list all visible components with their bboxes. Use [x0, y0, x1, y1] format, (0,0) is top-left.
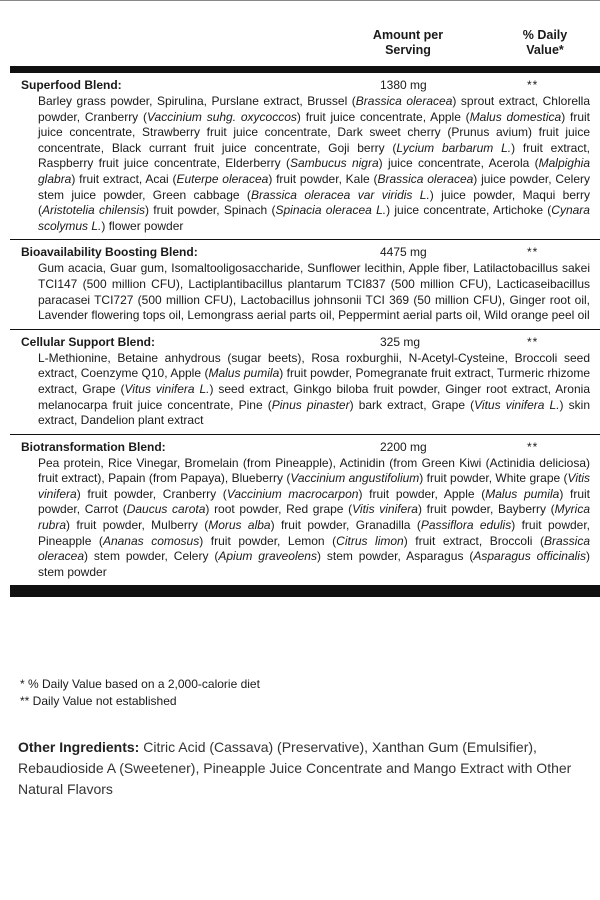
ingredient-text: ) seed extract, Ginkgo biloba fruit powder, Ginger root extract, Aronia melanocarpa fruit juice concentrate, Pine (: [38, 381, 590, 412]
ingredient-text: Gum acacia, Guar gum, Isomaltooligosaccharide, Sunflower lecithin, Apple fiber, Latilactobacillus sakei TCI147 (500 million CFU), Lactiplantibacillus plantarum TCI837 (500 million CFU), Lacticaseibacillus paracasei TCI727 (500 million CFU), Lactobacillus johnsonii TCI 369 (50 million CFU), Ginger root oil, Lavender flowering tops oil, Lemongrass aerial parts oil, Peppermint aerial parts oil, Wild orange peel oil: [38, 261, 590, 323]
daily-value-footnote: * % Daily Value based on a 2,000-calorie diet: [20, 677, 260, 691]
ingredient-text: ) juice powder, Celery stem juice powder, Green cabbage (: [38, 171, 590, 202]
blend-name: Cellular Support Blend:: [21, 334, 156, 349]
daily-value-heading: % Daily Value*: [522, 28, 568, 57]
ingredient-text: ) fruit extract, Broccoli (: [403, 533, 544, 548]
species-name: Lycium barbarum L.: [396, 140, 512, 155]
species-name: Daucus carota: [126, 502, 206, 517]
species-name: Brassica oleracea: [355, 94, 453, 108]
ingredient-text: ) fruit powder, Lemon (: [199, 533, 337, 548]
species-name: Ananas comosus: [102, 533, 200, 548]
species-name: Vitis vinifera: [38, 471, 590, 501]
species-name: Vitus vinifera L.: [474, 397, 560, 412]
blend-daily-value: **: [527, 334, 539, 349]
species-name: Pinus pinaster: [271, 397, 350, 412]
ingredient-text: ) bark extract, Grape (: [349, 397, 475, 412]
species-name: Aristotelia chilensis: [42, 203, 145, 218]
species-name: Myrica rubra: [38, 502, 590, 533]
species-name: Spinacia oleracea L.: [275, 203, 387, 218]
ingredient-text: ) juice powder, Maqui berry (: [38, 187, 590, 218]
blend-ingredients: [21, 456, 590, 581]
blend-row: [10, 73, 600, 240]
blend-row: [10, 330, 600, 435]
species-name: Vitus vinifera L.: [124, 381, 210, 396]
ingredient-text: ) fruit powder, Granadilla (: [270, 518, 421, 533]
ingredient-text: ) stem powder, Celery (: [84, 549, 219, 564]
species-name: Brassica oleracea var viridis L.: [250, 187, 430, 202]
blend-name: Superfood Blend:: [21, 78, 122, 92]
panel-header: [10, 8, 600, 73]
blend-ingredients: [21, 94, 590, 234]
amount-per-serving-heading: Amount per Serving: [372, 28, 444, 57]
ingredient-text: ) fruit juice concentrate, Strawberry fruit juice concentrate, Dark sweet cherry (Prunus avium) fruit juice concentrate, Black currant fruit juice concentrate, Goji berry (: [38, 109, 591, 155]
ingredient-text: ) fruit powder, Apple (: [358, 486, 486, 501]
ingredient-text: ) fruit powder, Bayberry (: [417, 502, 555, 517]
species-name: Apium graveolens: [218, 549, 317, 564]
species-name: Vitis vinifera: [352, 502, 418, 517]
species-name: Asparagus officinalis: [473, 549, 586, 564]
species-name: Vaccinium suhg. oxycoccos: [147, 109, 297, 124]
blend-ingredients: [21, 261, 590, 323]
supplement-facts-panel: [10, 8, 600, 597]
species-name: Vaccinium macrocarpon: [226, 486, 359, 501]
species-name: Sambucus nigra: [289, 156, 379, 171]
blend-name: Biotransformation Blend:: [21, 439, 166, 454]
ingredient-text: ) fruit juice concentrate, Apple (: [296, 109, 470, 124]
ingredient-text: ) fruit powder, Spinach (: [144, 203, 276, 218]
ingredient-text: ) stem powder, Asparagus (: [316, 549, 474, 564]
other-ingredients: [18, 737, 586, 800]
blend-amount: 325 mg: [380, 334, 421, 349]
species-name: Malus pumila: [485, 486, 560, 501]
ingredient-text: ) fruit powder, Cranberry (: [76, 486, 227, 501]
species-name: Citrus limon: [336, 533, 404, 548]
ingredient-text: ) fruit extract, Acai (: [71, 171, 177, 186]
species-name: Brassica oleracea: [377, 171, 474, 186]
species-name: Malus domestica: [469, 109, 562, 124]
ingredient-text: Pea protein, Rice Vinegar, Bromelain (from Pineapple), Actinidin (from Green Kiwi (Actinidia deliciosa) fruit extract), Papain (from Papaya), Blueberry (: [38, 455, 590, 486]
not-established-footnote: ** Daily Value not established: [20, 694, 177, 708]
ingredient-text: ) juice concentrate, Acerola (: [378, 156, 539, 171]
ingredient-text: ) fruit powder, Pineapple (: [38, 518, 591, 548]
blend-ingredients: [21, 351, 590, 429]
blend-name: Bioavailability Boosting Blend:: [21, 245, 198, 260]
blend-amount: 2200 mg: [380, 439, 427, 454]
blend-row: [10, 435, 600, 598]
species-name: Cynara scolymus L.: [38, 203, 590, 233]
ingredient-text: ) skin extract, Dandelion plant extract: [38, 397, 591, 428]
blend-amount: 1380 mg: [380, 78, 427, 92]
ingredient-text: ) fruit powder, Mulberry (: [66, 518, 209, 533]
blend-row: [10, 240, 600, 329]
ingredient-text: ) sprout extract, Chlorella powder, Cranberry (: [38, 94, 590, 124]
species-name: Morus alba: [208, 518, 271, 533]
ingredient-text: ) flower powder: [101, 218, 184, 233]
species-name: Vaccinium angustifolium: [290, 471, 420, 486]
ingredient-text: ) stem powder: [38, 549, 590, 579]
species-name: Malus pumila: [208, 366, 280, 381]
blend-amount: 4475 mg: [380, 245, 427, 260]
blend-daily-value: **: [527, 78, 539, 92]
ingredient-text: L-Methionine, Betaine anhydrous (sugar beets), Rosa roxburghii, N-Acetyl-Cysteine, Broccoli seed extract, Coenzyme Q10, Apple (: [38, 350, 590, 381]
species-name: Brassica oleracea: [38, 533, 590, 564]
top-border: [0, 0, 600, 1]
blend-daily-value: **: [527, 245, 539, 260]
other-ingredients-text: Citric Acid (Cassava) (Preservative), Xanthan Gum (Emulsifier), Rebaudioside A (Sweetener), Pineapple Juice Concentrate and Mango Extract with Other Natural Flavors: [18, 739, 572, 797]
ingredient-text: ) fruit extract, Raspberry fruit juice concentrate, Elderberry (: [38, 140, 590, 171]
ingredient-text: ) fruit powder, White grape (: [419, 471, 568, 486]
ingredient-text: ) juice concentrate, Artichoke (: [386, 203, 552, 218]
other-ingredients-label: Other Ingredients:: [18, 739, 140, 755]
blend-list: [10, 73, 600, 597]
ingredient-text: ) fruit powder, Carrot (: [38, 486, 590, 517]
ingredient-text: ) fruit powder, Kale (: [268, 171, 378, 186]
species-name: Euterpe oleracea: [176, 171, 269, 186]
ingredient-text: Barley grass powder, Spirulina, Purslane extract, Brussel (: [38, 94, 356, 108]
ingredient-text: ) fruit powder, Pomegranate fruit extract, Turmeric rhizome extract, Grape (: [38, 366, 590, 396]
species-name: Passiflora edulis: [420, 518, 512, 533]
ingredient-text: ) root powder, Red grape (: [205, 502, 353, 517]
species-name: Malpighia glabra: [38, 156, 590, 186]
blend-daily-value: **: [527, 439, 539, 454]
footnotes: [20, 676, 260, 710]
